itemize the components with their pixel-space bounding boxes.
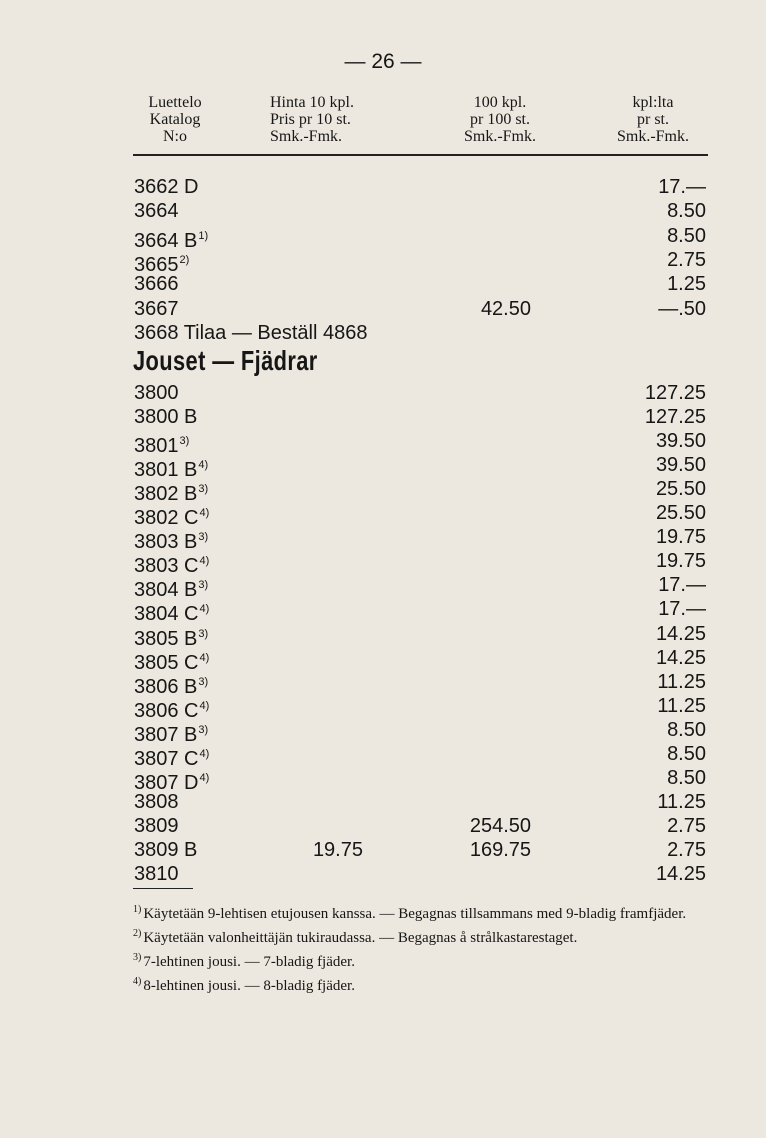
table-row [0,646,766,674]
catalog-number-text: 3810 [134,863,179,885]
catalog-number-text: 3804 C [134,603,199,626]
catalog-number-text: 3809 [134,814,179,837]
table-row [0,199,766,223]
footnote-ref: 3) [198,723,209,736]
catalog-number-text: 3665 [134,253,179,276]
catalog-number [134,175,199,199]
catalog-number [134,790,179,814]
footnote-text: 8-lehtinen jousi. — 8-bladig fjäder. [143,978,355,994]
catalog-number-text: 3801 [134,435,179,458]
table-row [0,405,766,429]
footnote-ref: 3) [198,483,209,496]
catalog-number-text: 3800 [134,382,179,404]
catalog-number-text: 3808 [134,790,179,813]
price-each: 127.25 [644,382,706,404]
footnote [133,924,713,948]
table-row [0,597,766,626]
catalog-number-text: 3662 D [134,176,199,198]
catalog-number-text: 3806 C [134,699,199,722]
catalog-number [134,862,179,886]
footnote-ref: 3) [198,531,209,544]
footnote-ref: 4) [199,603,210,616]
table-row [0,790,766,814]
footnote-ref: 3) [198,675,209,688]
catalog-number-text: 3805 B [134,627,198,650]
price-each: 2.75 [667,814,706,837]
table-row [0,862,766,886]
header-text: Smk.-Fmk. [616,128,689,145]
catalog-number [134,272,179,296]
price-each: 2.75 [667,248,706,271]
page-number: — 26 — [344,50,422,73]
catalog-number [134,297,179,321]
catalog-number-text: 3802 B [134,483,198,506]
price-each: 25.50 [655,478,706,501]
catalog-number-text: 3807 C [134,747,199,770]
table-row [0,272,766,296]
table-row [0,297,766,321]
header-text: Katalog [149,111,201,128]
catalog-number [134,321,368,345]
price-each: 8.50 [667,742,706,765]
catalog-number-text: 3809 B [134,838,198,861]
price-each: 127.25 [644,406,706,429]
table-row [0,381,766,405]
footnote-ref: 4) [199,507,210,520]
table-row [0,525,766,554]
header-text: Luettelo [148,94,202,111]
header-col-price-10 [270,94,400,145]
table-row [0,477,766,506]
price-each: 14.25 [655,622,706,645]
price-each: 17.— [658,176,706,198]
catalog-number-text: 3667 [134,297,179,320]
price-each: 11.25 [657,670,706,693]
header-text: pr 100 st. [470,111,530,128]
catalog-number [134,838,197,862]
header-col-price-100 [450,94,550,145]
table-row [0,622,766,650]
price-each: 8.50 [667,224,706,247]
price-each: 17.— [658,574,706,597]
price-per-100: 254.50 [469,814,531,837]
footnote-mark: 2) [133,928,142,939]
header-text: Pris pr 10 st. [270,111,351,128]
footnote-ref: 4) [199,747,210,760]
table-row [0,742,766,770]
catalog-number-text: 3801 B [134,459,198,482]
footnote-ref: 4) [199,555,210,568]
footnote-ref: 4) [199,699,210,712]
header-text: Smk.-Fmk. [270,128,343,145]
price-each: 19.75 [655,526,706,549]
footnote-text: 7-lehtinen jousi. — 7-bladig fjäder. [143,954,355,970]
price-per-100: 169.75 [469,838,531,861]
footnote [133,900,713,924]
footnote-ref: 2) [179,253,190,266]
catalog-number-text: 3805 C [134,651,199,674]
footnote-mark: 3) [133,952,142,963]
footnote-rule [133,888,193,889]
table-row [0,248,766,276]
catalog-number-text: 3802 C [134,507,199,530]
footnote-mark: 4) [133,976,142,987]
price-each: 25.50 [655,502,706,525]
price-each: 8.50 [667,200,706,223]
table-row [0,838,766,862]
price-each: 39.50 [655,454,706,477]
header-text: Hinta 10 kpl. [270,94,354,111]
catalog-number-text: 3664 [134,200,179,223]
footnote-text: Käytetään valonheittäjän tukiraudassa. — Begagnas å strålkastarestaget. [143,930,578,946]
catalog-number-text: 3807 D [134,771,199,794]
catalog-number-text: 3804 B [134,579,198,602]
footnote-ref: 4) [199,771,210,784]
price-each: 19.75 [655,550,706,573]
catalog-number-text: 3803 C [134,555,199,578]
price-per-100: 42.50 [480,297,531,320]
price-each: 11.25 [657,694,706,717]
catalog-number-text: 3800 B [134,406,198,429]
price-per-10: 19.75 [312,838,363,861]
catalog-number-text: 3668 Tilaa — Beställ 4868 [134,321,368,344]
price-each: 14.25 [655,863,706,885]
footnote-ref: 4) [199,651,210,664]
price-each: 8.50 [667,718,706,741]
price-each: 14.25 [655,646,706,669]
header-col-price-each [598,94,708,145]
footnote-ref: 3) [198,627,209,640]
catalog-number [134,814,179,838]
footnote-ref: 3) [179,435,190,448]
table-row [0,429,766,458]
footnotes [133,900,713,996]
footnote [133,972,713,996]
footnote-text: Käytetään 9-lehtisen etujousen kanssa. — Begagnas tillsammans med 9-bladig framfjäder. [143,906,687,922]
catalog-number-text: 3666 [134,273,179,296]
table-row [0,549,766,578]
header-text: Smk.-Fmk. [463,128,536,145]
table-row [0,766,766,794]
price-each: 39.50 [655,430,706,453]
header-text: 100 kpl. [473,94,527,111]
price-each: 1.25 [667,273,706,296]
footnote-ref: 4) [198,459,209,472]
catalog-number [134,381,179,405]
table-row [0,501,766,530]
price-each: 11.25 [657,790,706,813]
footnote-ref: 3) [198,579,209,592]
header-text: kpl:lta [632,94,674,111]
footnote [133,948,713,972]
table-row [0,224,766,252]
section-title: Jouset — Fjädrar [133,345,318,376]
table-row [0,670,766,698]
price-each: 2.75 [667,838,706,861]
price-each: 17.— [658,598,706,621]
header-text: N:o [163,128,187,145]
catalog-number [134,405,197,429]
header-rule [133,154,708,156]
footnote-ref: 1) [198,229,209,242]
catalog-number [134,199,179,223]
table-row [0,175,766,199]
price-each: 8.50 [667,766,706,789]
table-row [0,573,766,602]
table-row [0,814,766,838]
header-text: pr st. [637,111,669,128]
catalog-number-text: 3664 B [134,229,198,252]
table-row [0,453,766,482]
catalog-number-text: 3803 B [134,531,198,554]
footnote-mark: 1) [133,904,142,915]
table-row [0,694,766,722]
header-col-catalog [135,94,215,145]
table-row [0,321,766,345]
table-row [0,718,766,746]
catalog-number-text: 3807 B [134,723,198,746]
price-each: —.50 [658,297,706,320]
catalog-number-text: 3806 B [134,675,198,698]
